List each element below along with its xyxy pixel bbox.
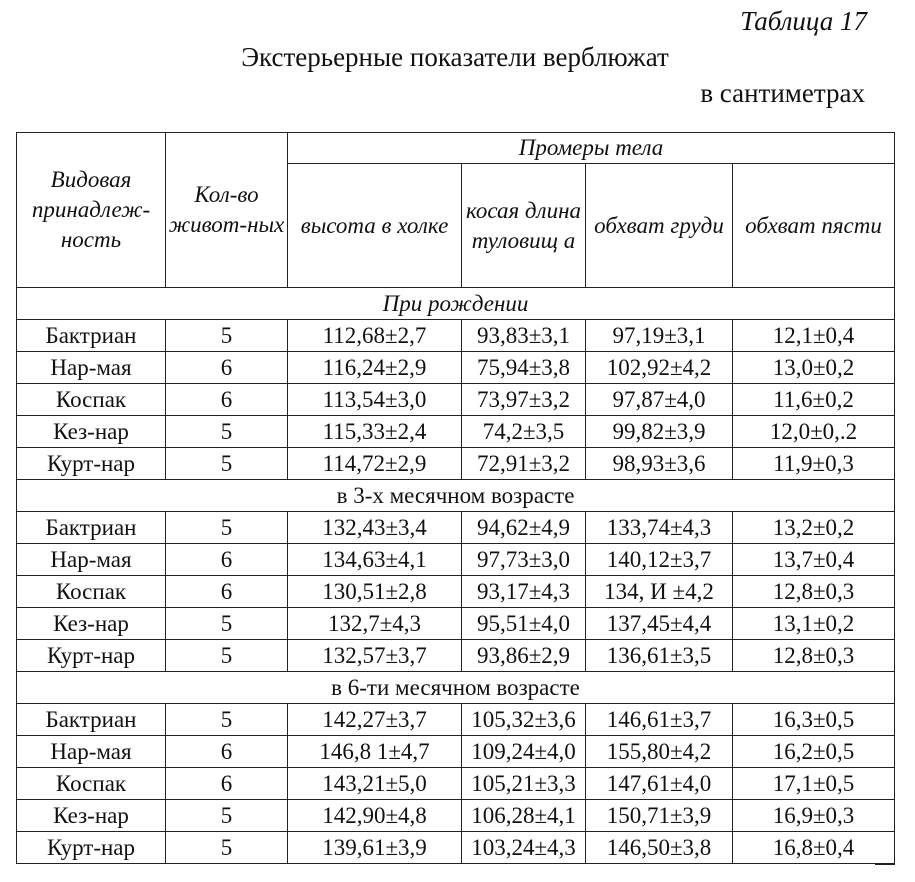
- table-row: [17, 832, 895, 864]
- cell-pastern: 11,9±0,3: [733, 448, 895, 480]
- cell-height: 132,57±3,7: [288, 640, 462, 672]
- table-row: [17, 544, 895, 576]
- cell-height: 139,61±3,9: [288, 832, 462, 864]
- cell-species: Коспак: [17, 576, 166, 608]
- table-row: [17, 320, 895, 352]
- table-row: [17, 352, 895, 384]
- cell-count: 6: [166, 544, 288, 576]
- cell-pastern: 13,7±0,4: [733, 544, 895, 576]
- cell-count: 5: [166, 512, 288, 544]
- cell-species: Бактриан: [17, 512, 166, 544]
- cell-length: 97,73±3,0: [462, 544, 586, 576]
- cell-height: 134,63±4,1: [288, 544, 462, 576]
- cell-species: Кез-нар: [17, 800, 166, 832]
- cell-height: 116,24±2,9: [288, 352, 462, 384]
- cell-length: 105,32±3,6: [462, 704, 586, 736]
- cell-species: Коспак: [17, 384, 166, 416]
- header-length: косая длина туловищ а: [462, 164, 586, 288]
- cell-pastern: 16,3±0,5: [733, 704, 895, 736]
- table-row: [17, 768, 895, 800]
- cell-count: 6: [166, 736, 288, 768]
- cell-chest: 146,61±3,7: [586, 704, 733, 736]
- header-body-measurements: Промеры тела: [288, 133, 895, 164]
- cell-pastern: 12,0±0,.2: [733, 416, 895, 448]
- cell-pastern: 16,2±0,5: [733, 736, 895, 768]
- cell-height: 142,27±3,7: [288, 704, 462, 736]
- cell-species: Курт-нар: [17, 832, 166, 864]
- cell-pastern: 16,8±0,4: [733, 832, 895, 864]
- cell-pastern: 13,1±0,2: [733, 608, 895, 640]
- cell-species: Коспак: [17, 768, 166, 800]
- cell-species: Курт-нар: [17, 448, 166, 480]
- cell-count: 6: [166, 384, 288, 416]
- section-title: в 6-ти месячном возрасте: [17, 672, 895, 704]
- cell-species: Нар-мая: [17, 736, 166, 768]
- cell-chest: 140,12±3,7: [586, 544, 733, 576]
- cell-pastern: 12,8±0,3: [733, 576, 895, 608]
- cell-height: 142,90±4,8: [288, 800, 462, 832]
- cell-chest: 136,61±3,5: [586, 640, 733, 672]
- table-row: [17, 608, 895, 640]
- cell-species: Бактриан: [17, 320, 166, 352]
- cell-pastern: 12,1±0,4: [733, 320, 895, 352]
- cell-height: 143,21±5,0: [288, 768, 462, 800]
- cell-length: 109,24±4,0: [462, 736, 586, 768]
- cell-chest: 97,87±4,0: [586, 384, 733, 416]
- section-title: в 3-х месячном возрасте: [17, 480, 895, 512]
- cell-chest: 97,19±3,1: [586, 320, 733, 352]
- cell-pastern: 13,0±0,2: [733, 352, 895, 384]
- cell-count: 5: [166, 608, 288, 640]
- cell-pastern: 16,9±0,3: [733, 800, 895, 832]
- cell-pastern: 11,6±0,2: [733, 384, 895, 416]
- cell-species: Кез-нар: [17, 416, 166, 448]
- cell-length: 93,83±3,1: [462, 320, 586, 352]
- cell-length: 72,91±3,2: [462, 448, 586, 480]
- cell-length: 73,97±3,2: [462, 384, 586, 416]
- cell-height: 132,43±3,4: [288, 512, 462, 544]
- cell-length: 74,2±3,5: [462, 416, 586, 448]
- cell-chest: 155,80±4,2: [586, 736, 733, 768]
- cell-count: 5: [166, 800, 288, 832]
- cell-length: 93,86±2,9: [462, 640, 586, 672]
- table-row: [17, 416, 895, 448]
- header-pastern: обхват пясти: [733, 164, 895, 288]
- cell-length: 95,51±4,0: [462, 608, 586, 640]
- header-species: Видовая принадлеж-ность: [17, 133, 166, 288]
- cell-species: Бактриан: [17, 704, 166, 736]
- table-row: [17, 448, 895, 480]
- page-corner-mark: [875, 864, 895, 865]
- cell-count: 6: [166, 768, 288, 800]
- table-subtitle: в сантиметрах: [700, 78, 865, 108]
- cell-height: 114,72±2,9: [288, 448, 462, 480]
- cell-length: 93,17±4,3: [462, 576, 586, 608]
- cell-pastern: 13,2±0,2: [733, 512, 895, 544]
- cell-chest: 133,74±4,3: [586, 512, 733, 544]
- cell-length: 75,94±3,8: [462, 352, 586, 384]
- table-row: [17, 800, 895, 832]
- cell-chest: 150,71±3,9: [586, 800, 733, 832]
- table-row: [17, 384, 895, 416]
- header-count: Кол-во живот-ных: [166, 133, 288, 288]
- cell-count: 5: [166, 448, 288, 480]
- cell-species: Курт-нар: [17, 640, 166, 672]
- table-title: Экстерьерные показатели верблюжат: [241, 42, 669, 72]
- cell-height: 115,33±2,4: [288, 416, 462, 448]
- section-title: При рождении: [17, 288, 895, 320]
- cell-species: Нар-мая: [17, 544, 166, 576]
- cell-length: 106,28±4,1: [462, 800, 586, 832]
- cell-count: 5: [166, 416, 288, 448]
- table-number: Таблица 17: [740, 6, 867, 36]
- cell-length: 94,62±4,9: [462, 512, 586, 544]
- cell-height: 146,8 1±4,7: [288, 736, 462, 768]
- cell-height: 130,51±2,8: [288, 576, 462, 608]
- table-row: [17, 576, 895, 608]
- cell-chest: 137,45±4,4: [586, 608, 733, 640]
- cell-chest: 102,92±4,2: [586, 352, 733, 384]
- cell-length: 105,21±3,3: [462, 768, 586, 800]
- header-chest: обхват груди: [586, 164, 733, 288]
- cell-count: 6: [166, 576, 288, 608]
- table-body: [17, 288, 895, 864]
- cell-count: 5: [166, 704, 288, 736]
- cell-chest: 147,61±4,0: [586, 768, 733, 800]
- cell-height: 132,7±4,3: [288, 608, 462, 640]
- cell-height: 112,68±2,7: [288, 320, 462, 352]
- table-row: [17, 736, 895, 768]
- cell-chest: 146,50±3,8: [586, 832, 733, 864]
- cell-count: 5: [166, 832, 288, 864]
- table-row: [17, 512, 895, 544]
- cell-length: 103,24±4,3: [462, 832, 586, 864]
- cell-count: 5: [166, 320, 288, 352]
- cell-chest: 134, И ±4,2: [586, 576, 733, 608]
- cell-species: Нар-мая: [17, 352, 166, 384]
- table-row: [17, 704, 895, 736]
- measurements-table: [16, 132, 895, 864]
- cell-species: Кез-нар: [17, 608, 166, 640]
- table-row: [17, 640, 895, 672]
- cell-count: 6: [166, 352, 288, 384]
- cell-height: 113,54±3,0: [288, 384, 462, 416]
- cell-chest: 99,82±3,9: [586, 416, 733, 448]
- header-height: высота в холке: [288, 164, 462, 288]
- cell-count: 5: [166, 640, 288, 672]
- cell-pastern: 17,1±0,5: [733, 768, 895, 800]
- cell-pastern: 12,8±0,3: [733, 640, 895, 672]
- cell-chest: 98,93±3,6: [586, 448, 733, 480]
